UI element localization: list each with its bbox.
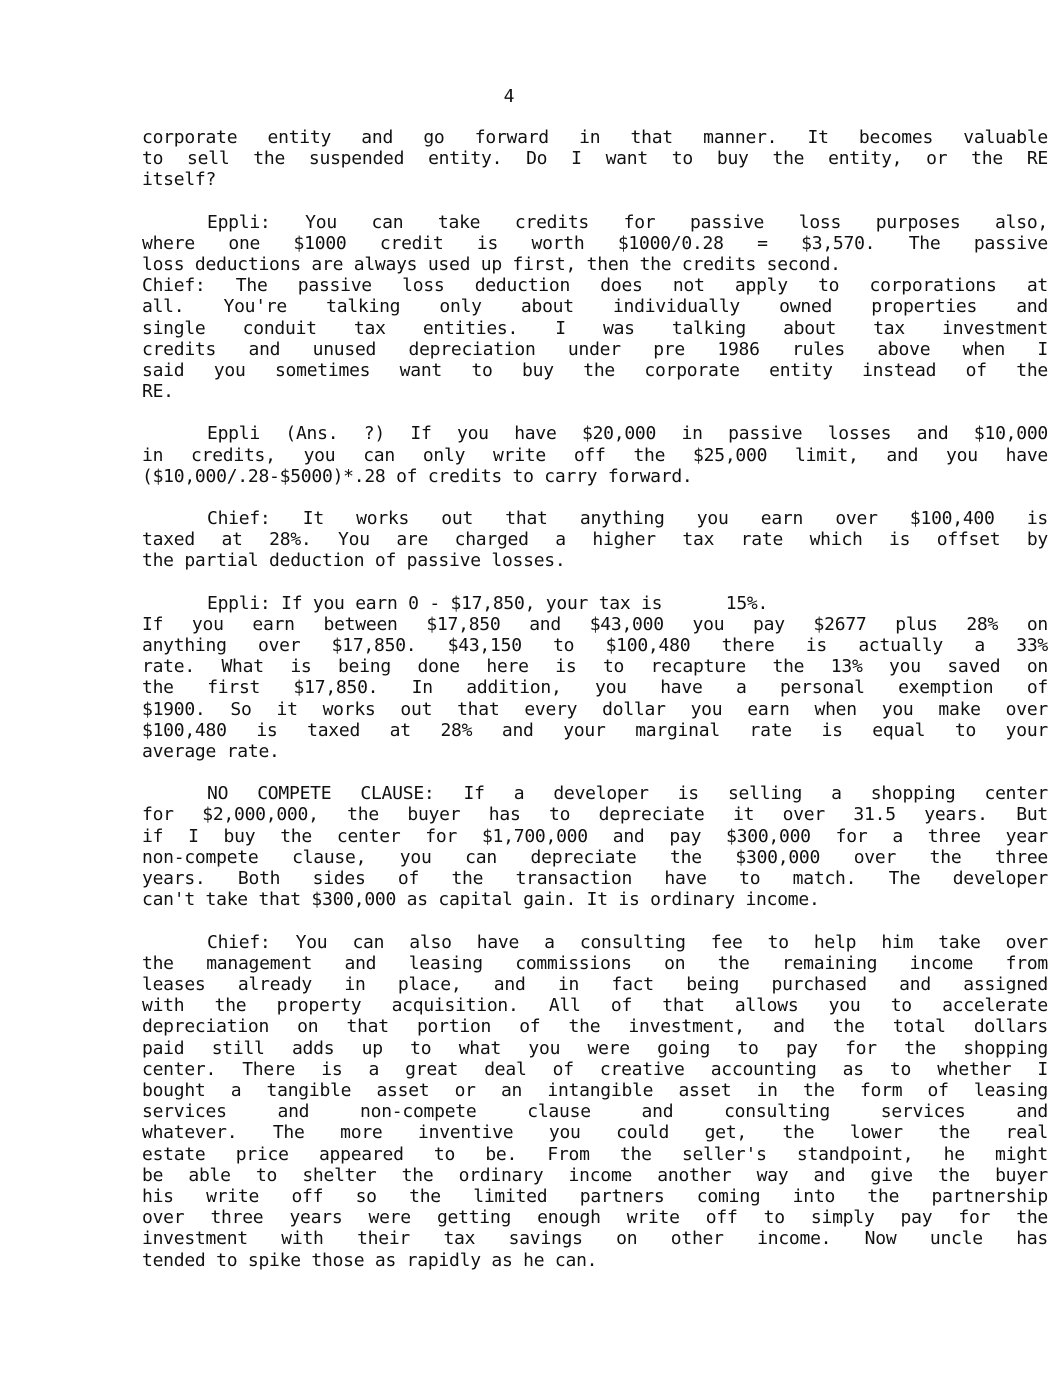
paragraph bbox=[142, 127, 1048, 191]
text-line: in credits, you can only write off the $25,000 limit, and you have bbox=[142, 444, 1048, 466]
text-line: anything over $17,850. $43,150 to $100,480 there is actually a 33% bbox=[142, 635, 1048, 657]
text-line: over three years were getting enough write off to simply pay for the bbox=[142, 1207, 1048, 1229]
text-line: $100,480 is taxed at 28% and your marginal rate is equal to your bbox=[142, 719, 1048, 741]
text-line: tended to spike those as rapidly as he can. bbox=[142, 1249, 598, 1271]
text-line: center. There is a great deal of creative accounting as to whether I bbox=[142, 1058, 1048, 1080]
text-line: paid still adds up to what you were going to pay for the shopping bbox=[142, 1037, 1048, 1059]
text-line: RE. bbox=[142, 381, 174, 403]
text-line: Eppli: If you earn 0 - $17,850, your tax is 15%. bbox=[207, 592, 769, 614]
text-line: the first $17,850. In addition, you have a personal exemption of bbox=[142, 677, 1048, 699]
text-line: if I buy the center for $1,700,000 and pay $300,000 for a three year bbox=[142, 825, 1048, 847]
text-line: be able to shelter the ordinary income another way and give the buyer bbox=[142, 1164, 1048, 1186]
text-line: the management and leasing commissions on the remaining income from bbox=[142, 952, 1048, 974]
text-line: his write off so the limited partners coming into the partnership bbox=[142, 1185, 1048, 1207]
page-number: 4 bbox=[503, 86, 515, 107]
text-line: for $2,000,000, the buyer has to depreciate it over 31.5 years. But bbox=[142, 804, 1048, 826]
text-line: rate. What is being done here is to recapture the 13% you saved on bbox=[142, 656, 1048, 678]
text-line: Eppli: You can take credits for passive loss purposes also, bbox=[207, 211, 1048, 233]
paragraph bbox=[142, 593, 1048, 763]
text-line: taxed at 28%. You are charged a higher tax rate which is offset by bbox=[142, 529, 1048, 551]
text-line: with the property acquisition. All of that allows you to accelerate bbox=[142, 995, 1048, 1017]
text-line: depreciation on that portion of the investment, and the total dollars bbox=[142, 1016, 1048, 1038]
paragraph bbox=[142, 212, 1048, 403]
text-line: whatever. The more inventive you could get, the lower the real bbox=[142, 1122, 1048, 1144]
text-line: Chief: You can also have a consulting fee to help him take over bbox=[207, 931, 1048, 953]
text-line: leases already in place, and in fact being purchased and assigned bbox=[142, 973, 1048, 995]
paragraph bbox=[142, 932, 1048, 1271]
text-line: Chief: It works out that anything you earn over $100,400 is bbox=[207, 508, 1048, 530]
text-line: investment with their tax savings on other income. Now uncle has bbox=[142, 1228, 1048, 1250]
text-line: single conduit tax entities. I was talking about tax investment bbox=[142, 317, 1048, 339]
paragraph bbox=[142, 423, 1048, 487]
text-line: corporate entity and go forward in that manner. It becomes valuable bbox=[142, 127, 1048, 148]
text-line: to sell the suspended entity. Do I want to buy the entity, or the RE bbox=[142, 148, 1048, 170]
text-line: services and non-compete clause and consulting services and bbox=[142, 1101, 1048, 1123]
text-line: all. You're talking only about individually owned properties and bbox=[142, 296, 1048, 318]
document-body bbox=[142, 127, 1048, 1292]
paragraph bbox=[142, 508, 1048, 572]
text-line: NO COMPETE CLAUSE: If a developer is selling a shopping center bbox=[207, 783, 1048, 805]
text-line: credits and unused depreciation under pre 1986 rules above when I bbox=[142, 338, 1048, 360]
text-line: average rate. bbox=[142, 741, 280, 763]
text-line: bought a tangible asset or an intangible asset in the form of leasing bbox=[142, 1079, 1048, 1101]
text-line: ($10,000/.28-$5000)*.28 of credits to carry forward. bbox=[142, 465, 693, 487]
text-line: can't take that $300,000 as capital gain. It is ordinary income. bbox=[142, 889, 820, 911]
text-line: non-compete clause, you can depreciate the $300,000 over the three bbox=[142, 846, 1048, 868]
paragraph bbox=[142, 783, 1048, 910]
text-line: the partial deduction of passive losses. bbox=[142, 550, 566, 572]
text-line: loss deductions are always used up first, then the credits second. bbox=[142, 254, 841, 276]
text-line: Chief: The passive loss deduction does not apply to corporations at bbox=[142, 275, 1048, 297]
text-line: years. Both sides of the transaction have to match. The developer bbox=[142, 868, 1048, 890]
text-line: If you earn between $17,850 and $43,000 you pay $2677 plus 28% on bbox=[142, 613, 1048, 635]
text-line: Eppli (Ans. ?) If you have $20,000 in passive losses and $10,000 bbox=[207, 423, 1048, 445]
text-line: $1900. So it works out that every dollar you earn when you make over bbox=[142, 698, 1048, 720]
text-line: itself? bbox=[142, 169, 217, 191]
text-line: estate price appeared to be. From the seller's standpoint, he might bbox=[142, 1143, 1048, 1165]
text-line: where one $1000 credit is worth $1000/0.28 = $3,570. The passive bbox=[142, 232, 1048, 254]
text-line: said you sometimes want to buy the corporate entity instead of the bbox=[142, 360, 1048, 382]
